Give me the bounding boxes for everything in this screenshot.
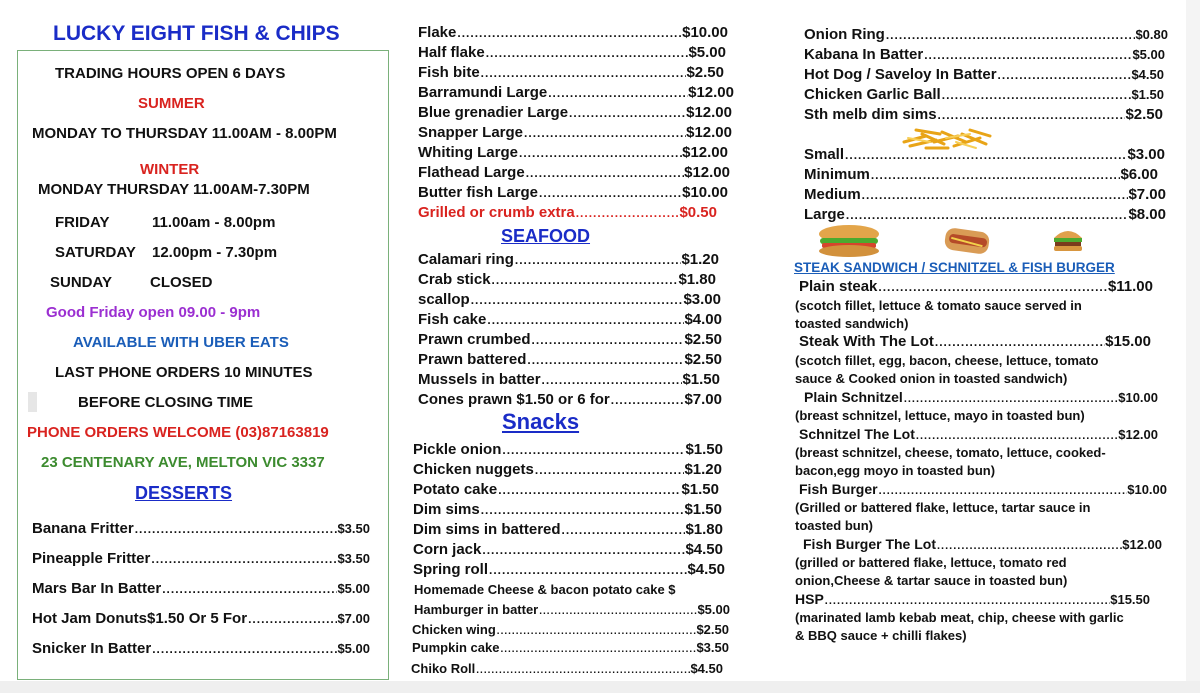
sunday-day: SUNDAY (50, 274, 112, 291)
summer-hours: MONDAY TO THURSDAY 11.00AM - 8.00PM (32, 125, 337, 142)
menu-item (418, 184, 728, 201)
address: 23 CENTENARY AVE, MELTON VIC 3337 (41, 454, 325, 471)
item-name: Half flake (418, 44, 485, 61)
item-price: $3.50 (696, 640, 729, 655)
item-name: Mars Bar In Batter (32, 580, 162, 597)
item-leader (499, 644, 696, 655)
item-price: $4.50 (685, 541, 723, 558)
menu-item (418, 351, 722, 368)
menu-item (418, 104, 732, 121)
item-name: Butter fish Large (418, 184, 539, 201)
item-leader (161, 582, 337, 596)
item-price: $2.50 (686, 64, 724, 81)
item-leader (481, 543, 685, 557)
item-name: Snicker In Batter (32, 640, 152, 657)
menu-item (418, 271, 716, 288)
hotdog-icon (943, 226, 993, 256)
item-name: Kabana In Batter (804, 46, 924, 63)
item-price: $1.50 (682, 371, 720, 388)
item-name: Corn jack (413, 541, 482, 558)
item-price: $15.50 (1110, 592, 1150, 607)
menu-item (412, 640, 729, 655)
item-name: scallop (418, 291, 470, 308)
potato-cake-line: Homemade Cheese & bacon potato cake $ (414, 582, 676, 597)
menu-item (32, 550, 370, 567)
item-leader (134, 522, 338, 536)
item-leader (561, 523, 686, 537)
item-name: Flathead Large (418, 164, 525, 181)
item-leader (470, 293, 684, 307)
menu-item (32, 580, 370, 597)
item-name: HSP (795, 591, 824, 607)
item-name: Small (804, 146, 845, 163)
item-price: $12.00 (1122, 537, 1162, 552)
item-name: Spring roll (413, 561, 488, 578)
item-description: sauce & Cooked onion in toasted sandwich) (795, 371, 1068, 386)
item-leader (941, 88, 1132, 102)
item-name: Medium (804, 186, 861, 203)
item-price: $2.50 (1125, 106, 1163, 123)
menu-item (418, 331, 722, 348)
item-leader (903, 393, 1118, 405)
item-price: $1.50 (1131, 87, 1164, 102)
menu-item (413, 461, 722, 478)
snacks-heading: Snacks (502, 409, 580, 434)
item-name: Schnitzel The Lot (799, 426, 915, 442)
item-leader (531, 333, 685, 347)
item-name: Chiko Roll (411, 661, 476, 676)
item-price: $3.50 (337, 551, 370, 566)
item-leader (475, 665, 690, 676)
item-price: $10.00 (1118, 390, 1158, 405)
item-leader (150, 552, 337, 566)
item-leader (923, 48, 1132, 62)
item-name: Dim sims in battered (413, 521, 561, 538)
item-leader (936, 540, 1122, 552)
menu-item (804, 206, 1166, 223)
menu-item (799, 481, 1167, 497)
last-orders: LAST PHONE ORDERS 10 MINUTES (55, 364, 313, 381)
item-name: Sth melb dim sims (804, 106, 937, 123)
item-name: Plain steak (799, 278, 878, 295)
item-name: Banana Fritter (32, 520, 134, 537)
item-name: Hamburger in batter (414, 602, 539, 617)
menu-item (414, 602, 730, 617)
item-leader (485, 46, 689, 60)
item-price: $7.00 (337, 611, 370, 626)
item-name: Fish bite (418, 64, 480, 81)
item-price: $10.00 (1127, 482, 1167, 497)
item-description: & BBQ sauce + chilli flakes) (795, 628, 967, 643)
item-name: Mussels in batter (418, 371, 541, 388)
item-description: (scotch fillet, egg, bacon, cheese, lettuce, tomato (795, 353, 1099, 368)
item-price: $3.00 (1127, 146, 1165, 163)
item-name: Potato cake (413, 481, 498, 498)
item-leader (525, 166, 684, 180)
winter-label: WINTER (140, 161, 200, 178)
menu-item (32, 520, 370, 537)
menu-item (413, 521, 723, 538)
item-leader (491, 273, 679, 287)
item-price: $6.00 (1120, 166, 1158, 183)
item-price: $4.00 (684, 311, 722, 328)
menu-item (413, 481, 719, 498)
menu-item (799, 426, 1158, 442)
menu-item (804, 26, 1168, 43)
item-leader (915, 430, 1118, 442)
item-name: Fish cake (418, 311, 487, 328)
item-price: $1.50 (684, 501, 722, 518)
item-description: (breast schnitzel, cheese, tomato, lettuce, cooked- (795, 445, 1106, 460)
item-description: onion,Cheese & tartar sauce in toasted bun) (795, 573, 1068, 588)
item-leader (538, 606, 697, 617)
item-price: $0.50 (679, 204, 717, 221)
item-description: toasted bun) (795, 518, 873, 533)
item-leader (878, 485, 1128, 497)
menu-item (804, 86, 1164, 103)
item-leader (937, 108, 1126, 122)
menu-item (803, 536, 1162, 552)
item-leader (877, 280, 1108, 294)
item-leader (518, 146, 682, 160)
item-price: $8.00 (1128, 206, 1166, 223)
item-name: Dim sims (413, 501, 480, 518)
item-price: $7.00 (1128, 186, 1166, 203)
item-leader (480, 503, 685, 517)
phone-orders: PHONE ORDERS WELCOME (03)87163819 (27, 424, 329, 441)
item-name: Chicken wing (412, 622, 496, 637)
item-price: $11.00 (1107, 278, 1153, 295)
item-name: Fish Burger The Lot (803, 536, 936, 552)
item-description: (grilled or battered flake, lettuce, tomato red (795, 555, 1067, 570)
menu-item (32, 610, 370, 627)
item-name: Fish Burger (799, 481, 878, 497)
item-name: Grilled or crumb extra (418, 204, 575, 221)
item-leader (514, 253, 682, 267)
menu-item (418, 251, 719, 268)
item-leader (486, 313, 684, 327)
menu-item (32, 640, 370, 657)
item-name: Onion Ring (804, 26, 885, 43)
item-price: $4.50 (1131, 67, 1164, 82)
menu-item (413, 561, 725, 578)
item-leader (575, 206, 680, 220)
sunday-hours: CLOSED (150, 274, 213, 291)
menu-item (804, 389, 1158, 405)
item-price: $15.00 (1105, 333, 1151, 350)
menu-item (418, 64, 724, 81)
menu-item (804, 106, 1163, 123)
uber-eats: AVAILABLE WITH UBER EATS (73, 334, 289, 351)
friday-day: FRIDAY (55, 214, 110, 231)
item-price: $7.00 (684, 391, 722, 408)
item-leader (523, 126, 686, 140)
item-leader (496, 626, 697, 637)
item-name: Flake (418, 24, 457, 41)
item-price: $4.50 (690, 661, 723, 676)
item-leader (456, 26, 682, 40)
menu-item (418, 291, 721, 308)
desserts-heading: DESSERTS (135, 483, 233, 503)
summer-label: SUMMER (138, 95, 205, 112)
item-leader (844, 148, 1127, 162)
item-name: Barramundi Large (418, 84, 548, 101)
item-price: $1.20 (684, 461, 722, 478)
item-leader (526, 353, 684, 367)
menu-item (418, 124, 732, 141)
item-leader (870, 168, 1121, 182)
item-leader (824, 595, 1110, 607)
item-name: Prawn crumbed (418, 331, 531, 348)
menu-item (804, 46, 1165, 63)
item-price: $3.50 (337, 521, 370, 536)
item-leader (610, 393, 685, 407)
item-name: Cones prawn $1.50 or 6 for (418, 391, 610, 408)
item-price: $12.00 (684, 164, 730, 181)
item-name: Chicken nuggets (413, 461, 534, 478)
menu-item (418, 144, 728, 161)
menu-item (418, 391, 722, 408)
item-description: toasted sandwich) (795, 316, 909, 331)
menu-item (804, 186, 1166, 203)
item-name: Prawn battered (418, 351, 527, 368)
menu-item (413, 501, 722, 518)
item-price: $2.50 (684, 351, 722, 368)
item-name: Crab stick (418, 271, 491, 288)
item-leader (861, 188, 1129, 202)
shop-title: LUCKY EIGHT FISH & CHIPS (53, 22, 340, 45)
item-price: $2.50 (696, 622, 729, 637)
item-name: Hot Dog / Saveloy In Batter (804, 66, 997, 83)
menu-item (413, 541, 723, 558)
friday-hours: 11.00am - 8.00pm (152, 214, 276, 231)
item-price: $1.80 (678, 271, 716, 288)
item-leader (845, 208, 1129, 222)
item-name: Pickle onion (413, 441, 502, 458)
item-name: Snapper Large (418, 124, 524, 141)
menu-item (804, 146, 1165, 163)
menu-item (799, 333, 1151, 350)
item-name: Pumpkin cake (412, 640, 500, 655)
saturday-day: SATURDAY (55, 244, 136, 261)
item-name: Chicken Garlic Ball (804, 86, 941, 103)
menu-item (411, 661, 723, 676)
item-price: $12.00 (686, 124, 732, 141)
item-price: $0.80 (1135, 27, 1168, 42)
item-leader (488, 563, 687, 577)
item-price: $5.00 (1132, 47, 1165, 62)
item-price: $12.00 (686, 104, 732, 121)
item-name: Large (804, 206, 845, 223)
item-leader (568, 106, 686, 120)
item-name: Minimum (804, 166, 870, 183)
menu-item (804, 166, 1158, 183)
menu-item (418, 44, 726, 61)
item-leader (247, 612, 337, 626)
item-price: $5.00 (337, 641, 370, 656)
item-leader (501, 443, 685, 457)
item-name: Whiting Large (418, 144, 518, 161)
item-price: $10.00 (682, 24, 728, 41)
menu-item (412, 622, 729, 637)
item-description: (marinated lamb kebab meat, chip, cheese with garlic (795, 610, 1124, 625)
item-leader (497, 483, 681, 497)
item-price: $5.00 (697, 602, 730, 617)
burgers-heading: STEAK SANDWICH / SCHNITZEL & FISH BURGER (794, 260, 1115, 275)
item-leader (997, 68, 1132, 82)
item-description: (breast schnitzel, lettuce, mayo in toasted bun) (795, 408, 1085, 423)
item-name: Blue grenadier Large (418, 104, 569, 121)
trading-hours: TRADING HOURS OPEN 6 DAYS (55, 65, 286, 82)
item-description: (Grilled or battered flake, lettuce, tartar sauce in (795, 500, 1091, 515)
item-price: $12.00 (1118, 427, 1158, 442)
item-leader (480, 66, 687, 80)
item-price: $12.00 (682, 144, 728, 161)
before-closing: BEFORE CLOSING TIME (78, 394, 254, 411)
item-name: Plain Schnitzel (804, 389, 903, 405)
sandwich-icon (816, 224, 882, 258)
item-description: (scotch fillet, lettuce & tomato sauce served in (795, 298, 1082, 313)
winter-hours: MONDAY THURSDAY 11.00AM-7.30PM (38, 181, 310, 198)
item-description: bacon,egg moyo in toasted bun) (795, 463, 996, 478)
item-leader (885, 28, 1136, 42)
menu-item (795, 591, 1150, 607)
page-edge-bottom (0, 681, 1200, 693)
item-price: $2.50 (684, 331, 722, 348)
burger-icon (1050, 226, 1086, 254)
menu-item (418, 84, 734, 101)
item-price: $5.00 (337, 581, 370, 596)
menu-item (418, 164, 730, 181)
item-leader (538, 186, 682, 200)
scan-mark (28, 392, 37, 412)
item-price: $1.50 (681, 481, 719, 498)
menu-item (418, 371, 720, 388)
menu-item (418, 311, 722, 328)
item-leader (547, 86, 688, 100)
menu-item (413, 441, 723, 458)
good-friday: Good Friday open 09.00 - 9pm (46, 304, 261, 321)
item-price: $1.20 (681, 251, 719, 268)
item-price: $10.00 (682, 184, 728, 201)
seafood-heading: SEAFOOD (501, 226, 591, 246)
item-price: $3.00 (683, 291, 721, 308)
item-name: Calamari ring (418, 251, 514, 268)
menu-item (418, 24, 728, 41)
item-name: Pineapple Fritter (32, 550, 151, 567)
item-price: $12.00 (688, 84, 734, 101)
item-price: $1.50 (685, 441, 723, 458)
menu-item (804, 66, 1164, 83)
item-name: Hot Jam Donuts$1.50 Or 5 For (32, 610, 248, 627)
item-price: $4.50 (687, 561, 725, 578)
menu-item (799, 278, 1153, 295)
page-edge (1186, 0, 1200, 693)
item-price: $5.00 (688, 44, 726, 61)
item-name: Steak With The Lot (799, 333, 934, 350)
saturday-hours: 12.00pm - 7.30pm (152, 244, 278, 261)
item-leader (151, 642, 337, 656)
item-leader (534, 463, 685, 477)
item-leader (934, 335, 1105, 349)
item-leader (541, 373, 683, 387)
menu-item-extra (418, 204, 717, 221)
item-price: $1.80 (685, 521, 723, 538)
